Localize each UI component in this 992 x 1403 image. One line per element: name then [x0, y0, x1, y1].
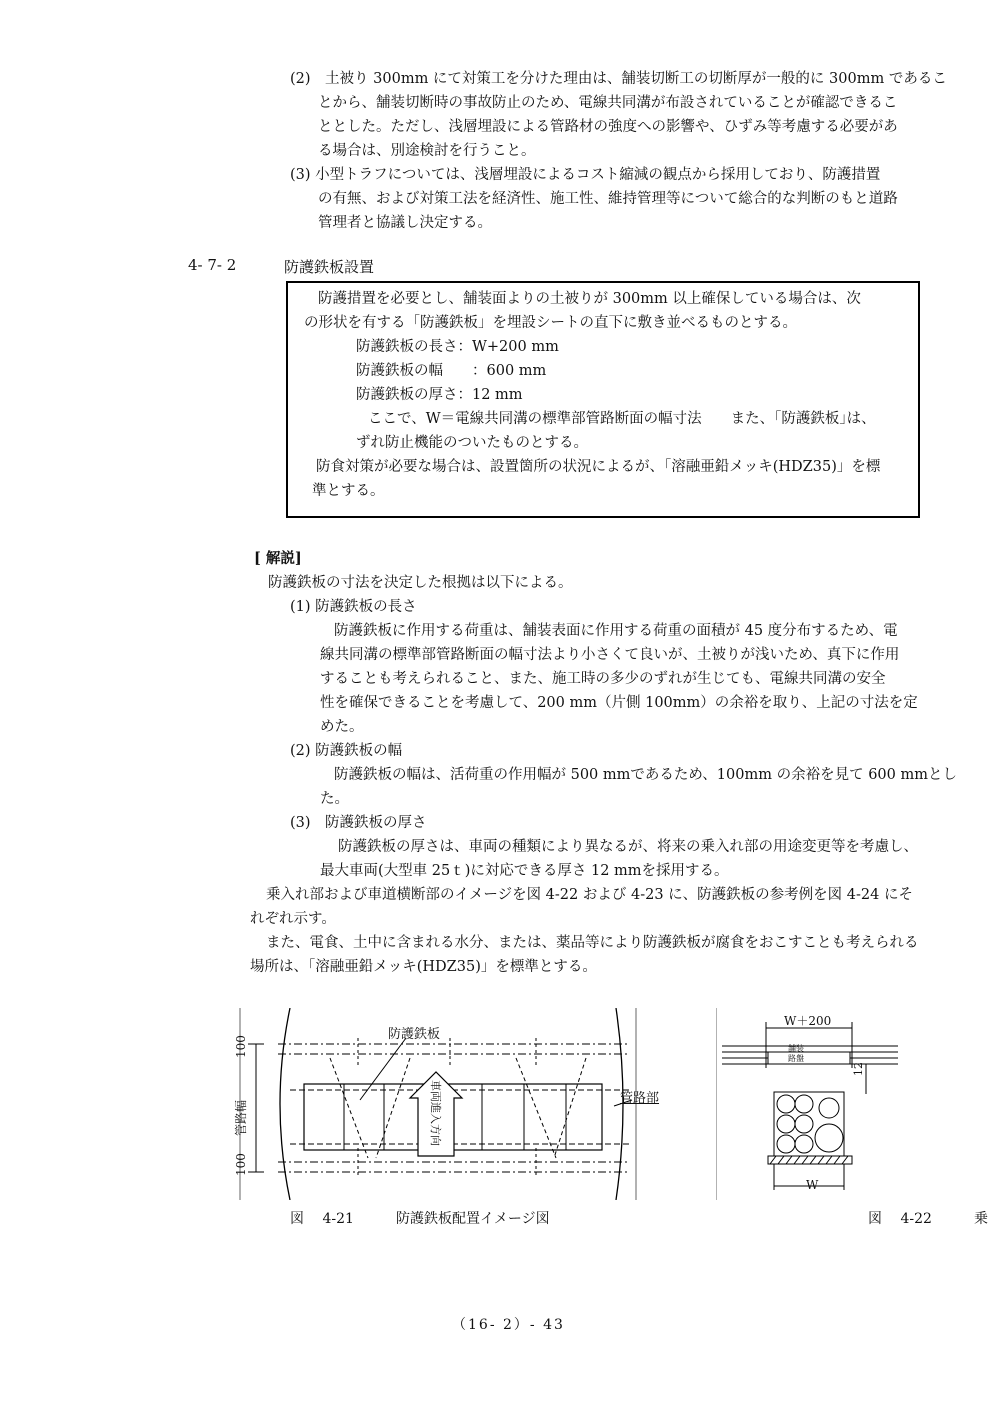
fig2-caption-title: 乗: [974, 1211, 988, 1227]
item2-line: た。: [320, 791, 349, 807]
commentary-intro: 防護鉄板の寸法を決定した根拠は以下による。: [268, 575, 573, 591]
fig1-label-arrow: 車両進入方向: [429, 1080, 442, 1146]
note-line: の有無、および対策工法を経済性、施工性、維持管理等について総合的な判断のもと道路: [318, 191, 898, 207]
fig2-label-pave: 舗装: [788, 1044, 804, 1053]
para1-line: れぞれ示す。: [250, 911, 336, 927]
box-line: 防食対策が必要な場合は、設置箇所の状況によるが、「溶融亜鉛メッキ(HDZ35)」を標: [316, 459, 881, 475]
item3-line: 最大車両(大型車 25ｔ)に対応できる厚さ 12 mmを採用する。: [320, 863, 729, 879]
section-number: 4- 7- 2: [188, 256, 237, 274]
section-title: 防護鉄板設置: [284, 258, 375, 276]
item1-line: 性を確保できることを考慮して、200 mm（片側 100mm）の余裕を取り、上記の寸法を定: [320, 695, 918, 711]
item2-title: (2) 防護鉄板の幅: [290, 743, 403, 759]
item1-line: 防護鉄板に作用する荷重は、舗装表面に作用する荷重の面積が 45 度分布するため、電: [334, 623, 898, 639]
item1-line: することも考えられること、また、施工時の多少のずれが生じても、電線共同溝の安全: [320, 671, 886, 687]
note-line: ととした。ただし、浅層埋設による管路材の強度への影響や、ひずみ等考慮する必要があ: [318, 119, 898, 135]
figure-section: [716, 1008, 904, 1200]
fig2-label-w: W: [806, 1178, 819, 1192]
box-line: ずれ防止機能のついたものとする。: [356, 435, 588, 451]
note-line: 管理者と協議し決定する。: [318, 215, 492, 231]
fig1-label-width: 管路幅: [234, 1099, 248, 1136]
note-line: (2) 土被り 300mm にて対策工を分けた理由は、舗装切断工の切断厚が一般的に 300mm であるこ: [290, 71, 947, 87]
page-number: （16- 2）- 43: [452, 1317, 565, 1333]
box-line: 準とする。: [312, 483, 385, 499]
para1-line: 乗入れ部および車道横断部のイメージを図 4-22 および 4-23 に、防護鉄板の参考例を図 4-24 にそ: [266, 887, 913, 903]
box-line: ここで、W＝電線共同溝の標準部管路断面の幅寸法 また、｢防護鉄板｣は、: [368, 411, 876, 427]
fig1-caption-num: 図 4-21: [290, 1211, 354, 1227]
fig1-label-100-top: 100: [234, 1035, 248, 1058]
fig1-caption-title: 防護鉄板配置イメージ図: [396, 1211, 550, 1227]
box-line: 防護鉄板の厚さ：12 mm: [356, 387, 523, 403]
commentary-heading: [ 解説]: [254, 550, 302, 567]
fig2-label-top: W＋200: [784, 1014, 832, 1028]
item3-line: 防護鉄板の厚さは、車両の種類により異なるが、将来の乗入れ部の用途変更等を考慮し、: [338, 839, 918, 855]
item2-line: 防護鉄板の幅は、活荷重の作用幅が 500 mmであるため、100mm の余裕を見て 600 mmとし: [334, 767, 957, 783]
fig1-label-plate: 防護鉄板: [388, 1027, 441, 1042]
box-line: 防護鉄板の長さ：W+200 mm: [356, 339, 559, 355]
item1-line: 線共同溝の標準部管路断面の幅寸法より小さくて良いが、土被りが浅いため、真下に作用: [320, 647, 900, 663]
item1-title: (1) 防護鉄板の長さ: [290, 599, 417, 615]
fig1-label-100-bottom: 100: [234, 1153, 248, 1176]
fig2-caption-num: 図 4-22: [868, 1211, 932, 1227]
note-line: (3) 小型トラフについては、浅層埋設によるコスト縮減の観点から採用しており、防護措置: [290, 167, 881, 183]
para2-line: 場所は、「溶融亜鉛メッキ(HDZ35)」を標準とする。: [250, 959, 597, 975]
fig1-label-pipe: 管路部: [620, 1091, 660, 1106]
box-line: 防護鉄板の幅 ：600 mm: [356, 363, 547, 379]
fig2-label-12: 12: [852, 1062, 865, 1076]
item3-title: (3) 防護鉄板の厚さ: [290, 815, 427, 831]
note-line: る場合は、別途検討を行うこと。: [318, 143, 536, 159]
note-line: とから、舗装切断時の事故防止のため、電線共同溝が布設されていることが確認できるこ: [318, 95, 898, 111]
para2-line: また、電食、土中に含まれる水分、または、薬品等により防護鉄板が腐食をおこすことも考えられる: [266, 935, 919, 951]
item1-line: めた。: [320, 719, 364, 735]
box-line: の形状を有する「防護鉄板」を埋設シートの直下に敷き並べるものとする。: [304, 315, 797, 331]
box-line: 防護措置を必要とし、舗装面よりの土被りが 300mm 以上確保している場合は、次: [318, 291, 861, 307]
fig2-label-base: 路盤: [788, 1054, 804, 1063]
